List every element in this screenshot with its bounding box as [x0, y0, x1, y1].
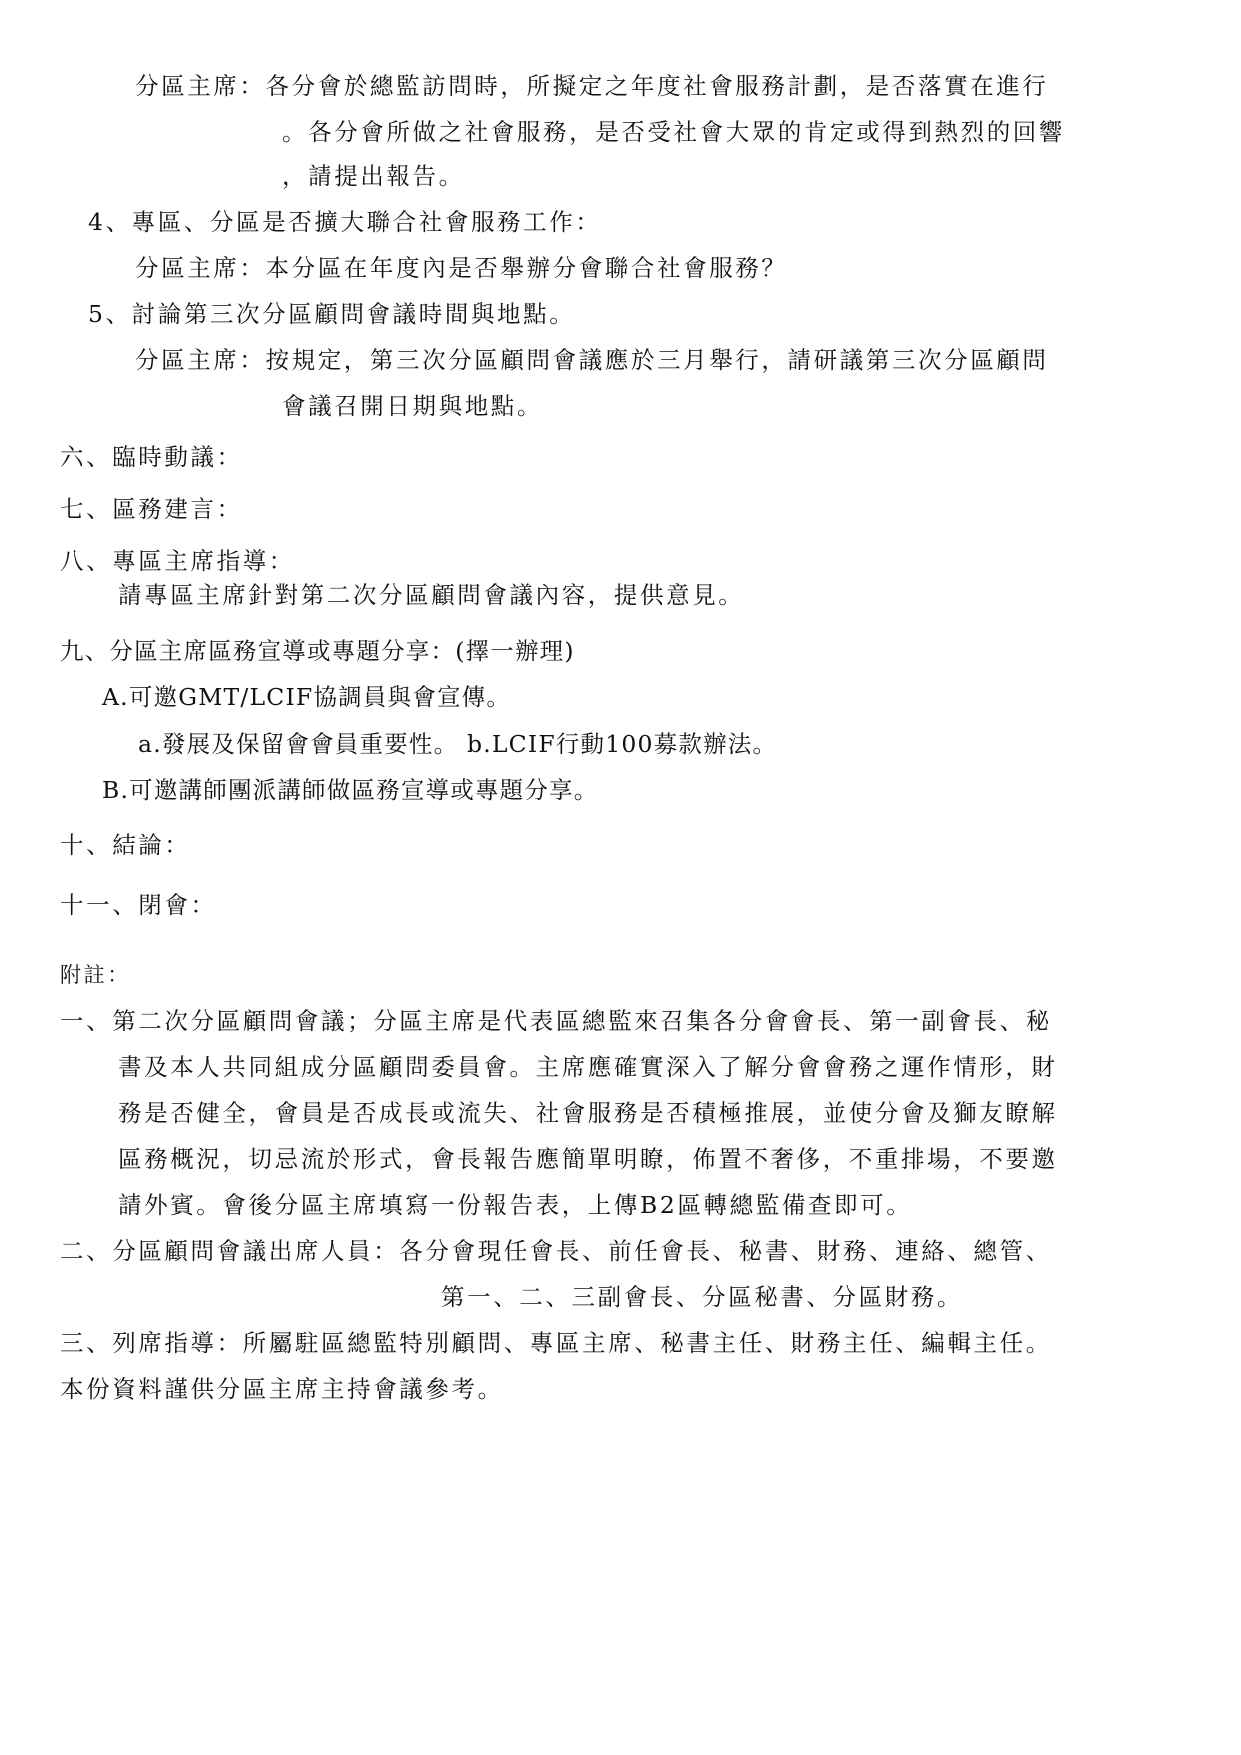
text-line-8: 會議召開日期與地點。: [282, 392, 543, 420]
note-one-line-3: 務是否健全，會員是否成長或流失、社會服務是否積極推展，並使分會及獅友瞭解: [118, 1099, 1058, 1127]
section-six: 六、臨時動議：: [60, 443, 243, 471]
section-ten: 十、結論：: [60, 831, 191, 859]
section-nine: 九、分區主席區務宣導或專題分享：(擇一辦理): [60, 637, 575, 665]
option-b: B.可邀講師團派講師做區務宣導或專題分享。: [102, 776, 599, 804]
section-eight: 八、專區主席指導：: [60, 547, 295, 575]
section-seven: 七、區務建言：: [60, 495, 243, 523]
option-a: A.可邀GMT/LCIF協調員與會宣傳。: [102, 683, 512, 711]
agenda-item-5: 5、討論第三次分區顧問會議時間與地點。: [88, 300, 576, 328]
section-eleven: 十一、閉會：: [60, 891, 217, 919]
text-line-1: 分區主席：各分會於總監訪問時，所擬定之年度社會服務計劃，是否落實在進行: [135, 72, 1049, 100]
agenda-item-4: 4、專區、分區是否擴大聯合社會服務工作：: [88, 208, 602, 236]
option-a-sub: a.發展及保留會會員重要性。 b.LCIF行動100募款辦法。: [138, 730, 778, 758]
notes-heading: 附註：: [60, 963, 131, 987]
note-one-line-4: 區務概況，切忌流於形式，會長報告應簡單明瞭，佈置不奢侈，不重排場，不要邀: [118, 1145, 1058, 1173]
note-two-line-1: 二、分區顧問會議出席人員：各分會現任會長、前任會長、秘書、財務、連絡、總管、: [60, 1237, 1052, 1265]
note-three: 三、列席指導：所屬駐區總監特別顧問、專區主席、秘書主任、財務主任、編輯主任。: [60, 1329, 1052, 1357]
note-one-line-1: 一、第二次分區顧問會議；分區主席是代表區總監來召集各分會會長、第一副會長、秘: [60, 1007, 1052, 1035]
text-line-12: 請專區主席針對第二次分區顧問會議內容，提供意見。: [118, 581, 745, 609]
note-two-line-2: 第一、二、三副會長、分區秘書、分區財務。: [441, 1283, 963, 1311]
note-one-line-5: 請外賓。會後分區主席填寫一份報告表，上傳B2區轉總監備查即可。: [118, 1191, 913, 1219]
text-line-3: ，請提出報告。: [282, 162, 465, 190]
text-line-7: 分區主席：按規定，第三次分區顧問會議應於三月舉行，請研議第三次分區顧問: [135, 346, 1049, 374]
footer-note: 本份資料謹供分區主席主持會議參考。: [60, 1375, 504, 1403]
note-one-line-2: 書及本人共同組成分區顧問委員會。主席應確實深入了解分會會務之運作情形，財: [118, 1053, 1058, 1081]
text-line-2: 。各分會所做之社會服務，是否受社會大眾的肯定或得到熱烈的回響: [282, 118, 1065, 146]
text-line-5: 分區主席：本分區在年度內是否舉辦分會聯合社會服務？: [135, 254, 788, 282]
